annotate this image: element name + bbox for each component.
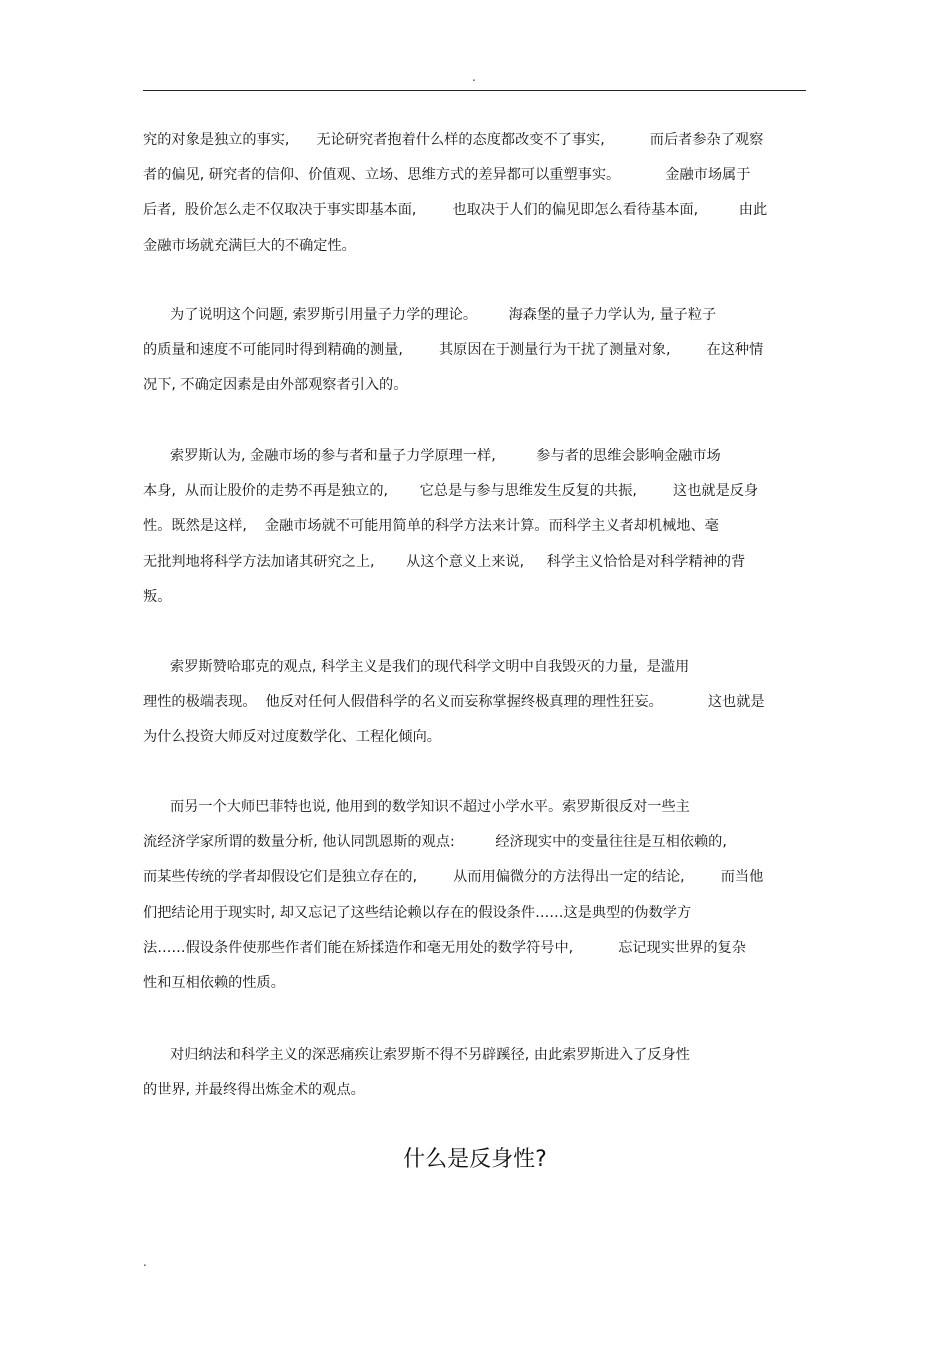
paragraph-line: 的质量和速度不可能同时得到精确的测量, 其原因在于测量行为干扰了测量对象, 在这种情 — [143, 342, 764, 359]
header-mark: . — [472, 70, 476, 84]
paragraph-line: 金融市场就充满巨大的不确定性。 — [143, 237, 356, 254]
paragraph-line: 本身, 从而让股价的走势不再是独立的, 它总是与参与思维发生反复的共振, 这也就是反身 — [143, 483, 759, 500]
paragraph-line: 后者, 股价怎么走不仅取决于事实即基本面, 也取决于人们的偏见即怎么看待基本面, 由此 — [143, 202, 768, 219]
paragraph-line: 而某些传统的学者却假设它们是独立存在的, 从而用偏微分的方法得出一定的结论, 而当他 — [143, 869, 764, 886]
paragraph-line: 无批判地将科学方法加诸其研究之上, 从这个意义上来说, 科学主义恰恰是对科学精神的背 — [143, 553, 746, 570]
paragraph-line: 理性的极端表现。 他反对任何人假借科学的名义而妄称掌握终极真理的理性狂妄。 这也就是 — [143, 694, 765, 711]
paragraph-line: 为了说明这个问题, 索罗斯引用量子力学的理论。 海森堡的量子力学认为, 量子粒子 — [143, 307, 717, 323]
paragraph-line: 叛。 — [143, 588, 172, 605]
paragraph-line: 究的对象是独立的事实, 无论研究者抱着什么样的态度都改变不了事实, 而后者参杂了观察 — [143, 132, 764, 148]
paragraph-line: 法……假设条件使那些作者们能在矫揉造作和毫无用处的数学符号中, 忘记现实世界的复杂 — [143, 939, 746, 956]
paragraph-line: 对归纳法和科学主义的深恶痛疾让索罗斯不得不另辟蹊径, 由此索罗斯进入了反身性 — [143, 1047, 690, 1063]
paragraph-line: 的世界, 并最终得出炼金术的观点。 — [143, 1082, 365, 1099]
header-rule — [143, 90, 806, 91]
paragraph-line: 者的偏见, 研究者的信仰、价值观、立场、思维方式的差异都可以重塑事实。 金融市场属于 — [143, 167, 751, 184]
paragraph-line: 流经济学家所谓的数量分析, 他认同凯恩斯的观点: 经济现实中的变量往往是互相依赖的, — [143, 834, 727, 851]
paragraph-line: 况下, 不确定因素是由外部观察者引入的。 — [143, 377, 408, 394]
section-heading: 什么是反身性? — [403, 1147, 547, 1172]
paragraph-line: 而另一个大师巴菲特也说, 他用到的数学知识不超过小学水平。索罗斯很反对一些主 — [143, 799, 690, 815]
paragraph-line: 为什么投资大师反对过度数学化、工程化倾向。 — [143, 729, 441, 746]
paragraph-line: 索罗斯认为, 金融市场的参与者和量子力学原理一样, 参与者的思维会影响金融市场 — [143, 448, 721, 464]
paragraph-line: 们把结论用于现实时, 却又忘记了这些结论赖以存在的假设条件……这是典型的伪数学方 — [143, 904, 692, 921]
paragraph-line: 性和互相依赖的性质。 — [143, 975, 285, 991]
footer-mark: . — [143, 1255, 147, 1269]
paragraph-line: 索罗斯赞哈耶克的观点, 科学主义是我们的现代科学文明中自我毁灭的力量, 是滥用 — [143, 659, 690, 675]
paragraph-line: 性。既然是这样, 金融市场就不可能用简单的科学方法来计算。而科学主义者却机械地、毫 — [143, 518, 719, 535]
